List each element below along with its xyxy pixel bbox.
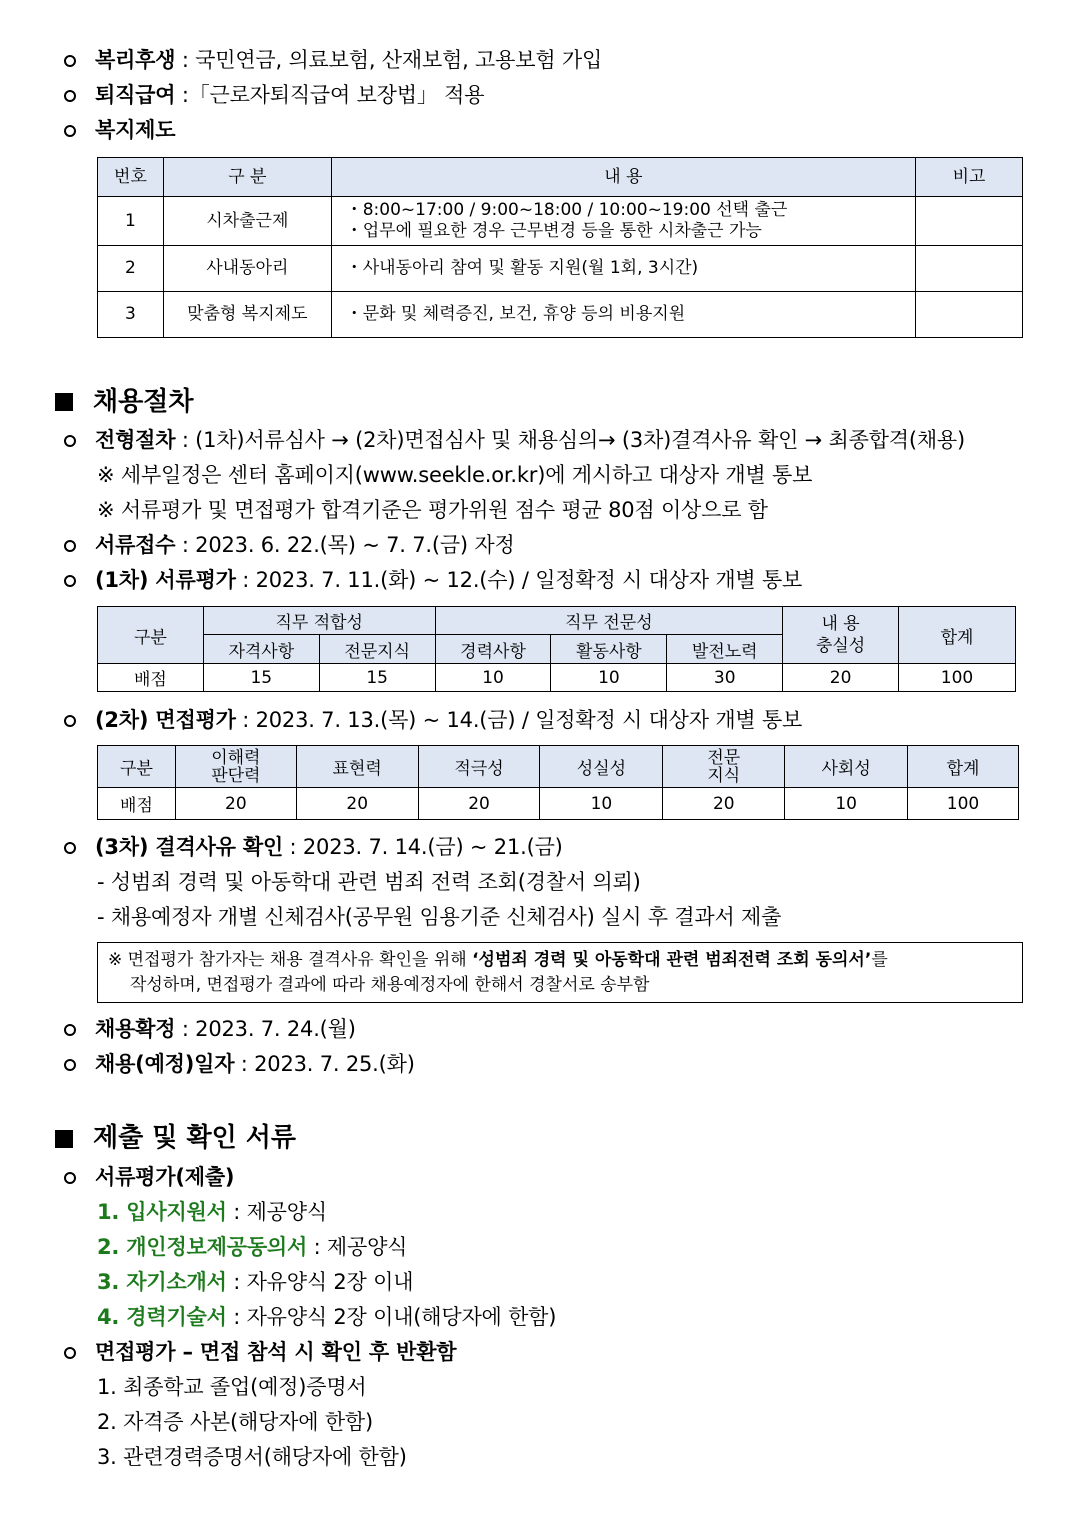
row-category: 사내동아리 [163,246,331,292]
welfare-table [97,157,1023,338]
col-header: 합계 [908,746,1019,788]
row-label: 배점 [98,664,204,692]
score-cell: 10 [435,664,551,692]
row-category: 맞춤형 복지제도 [163,292,331,338]
col-header: 직무 적합성 [203,607,435,635]
table-row [98,246,1023,292]
bullet-icon [64,90,76,102]
score-cell: 10 [540,788,663,820]
row-label: 배점 [98,788,176,820]
stage3-item: - 성범죄 경력 및 아동학대 관련 범죄 전력 조회(경찰서 의뢰) [97,870,641,894]
doc-item: 1. 입사지원서 : 제공양식 [97,1200,327,1224]
interview-doc-item: 3. 관련경력증명서(해당자에 한함) [97,1445,407,1469]
col-header: 전문 지식 [663,746,785,788]
stage1-line: (1차) 서류평가 : 2023. 7. 11.(화) ~ 12.(수) / 일정확정 시 대상자 개별 통보 [95,568,803,592]
score-cell: 20 [418,788,540,820]
doc-eval-label: 서류평가(제출) [95,1165,235,1189]
score-cell: 30 [667,664,783,692]
severance-line: 퇴직급여 :「근로자퇴직급여 보장법」 적용 [95,83,485,107]
bullet-icon [64,540,76,552]
interview-eval-table [97,745,1019,820]
doc-item: 2. 개인정보제공동의서 : 제공양식 [97,1235,408,1259]
score-cell: 15 [319,664,435,692]
score-cell: 20 [175,788,296,820]
note-line: ※ 서류평가 및 면접평가 합격기준은 평가위원 점수 평균 80점 이상으로 함 [97,498,768,522]
row-content: ・사내동아리 참여 및 활동 지원(월 1회, 3시간) [331,246,915,292]
col-header: 내 용 [331,158,915,197]
welfare-line: 복리후생 : 국민연금, 의료보험, 산재보험, 고용보험 가입 [95,48,603,72]
col-header: 이해력 판단력 [175,746,296,788]
score-cell: 10 [551,664,667,692]
col-header: 적극성 [418,746,540,788]
doc-item: 4. 경력기술서 : 자유양식 2장 이내(해당자에 한함) [97,1305,557,1329]
bullet-icon [64,1347,76,1359]
bullet-icon [64,1172,76,1184]
score-cell: 20 [783,664,899,692]
stage3-line: (3차) 결격사유 확인 : 2023. 7. 14.(금) ~ 21.(금) [95,835,563,859]
receipt-line: 서류접수 : 2023. 6. 22.(목) ~ 7. 7.(금) 자정 [95,533,515,557]
sub-header: 발전노력 [667,635,783,664]
bullet-icon [64,55,76,67]
bullet-icon [64,842,76,854]
row-note [916,197,1023,246]
col-header: 내 용 충실성 [783,607,899,664]
score-cell: 10 [785,788,908,820]
col-header: 성실성 [540,746,663,788]
col-header: 구분 [98,607,204,664]
hire-date-line: 채용(예정)일자 : 2023. 7. 25.(화) [95,1052,415,1076]
score-cell: 100 [908,788,1019,820]
stage3-item: - 채용예정자 개별 신체검사(공무원 임용기준 신체검사) 실시 후 결과서 제출 [97,905,782,929]
score-cell: 20 [296,788,418,820]
row-note [916,292,1023,338]
col-header: 구 분 [163,158,331,197]
bullet-icon [64,1024,76,1036]
table-row [98,788,1019,820]
interview-docs-label: 면접평가 – 면접 참석 시 확인 후 반환함 [95,1340,457,1364]
row-category: 시차출근제 [163,197,331,246]
col-header: 합계 [899,607,1016,664]
score-cell: 100 [899,664,1016,692]
score-cell: 20 [663,788,785,820]
sub-header: 활동사항 [551,635,667,664]
process-line: 전형절차 : (1차)서류심사 → (2차)면접심사 및 채용심의→ (3차)결격사유 확인 → 최종합격(채용) [95,428,965,452]
row-content: ・문화 및 체력증진, 보건, 휴양 등의 비용지원 [331,292,915,338]
document-eval-table [97,606,1016,692]
col-header: 번호 [98,158,164,197]
confirm-line: 채용확정 : 2023. 7. 24.(월) [95,1017,356,1041]
note-line: ※ 세부일정은 센터 홈페이지(www.seekle.or.kr)에 게시하고 대상자 개별 통보 [97,463,813,487]
table-row [98,197,1023,246]
stage2-line: (2차) 면접평가 : 2023. 7. 13.(목) ~ 14.(금) / 일정확정 시 대상자 개별 통보 [95,708,803,732]
table-row [98,664,1016,692]
col-header: 직무 전문성 [435,607,783,635]
row-content: ・8:00~17:00 / 9:00~18:00 / 10:00~19:00 선택 출근 ・업무에 필요한 경우 근무변경 등을 통한 시차출근 가능 [331,197,915,246]
col-header: 표현력 [296,746,418,788]
row-note [916,246,1023,292]
section-square-icon [55,1130,73,1148]
bullet-icon [64,1059,76,1071]
table-row [98,292,1023,338]
interview-doc-item: 1. 최종학교 졸업(예정)증명서 [97,1375,367,1399]
section-heading: 제출 및 확인 서류 [93,1123,296,1153]
section-heading: 채용절차 [93,387,194,417]
sub-header: 자격사항 [203,635,319,664]
col-header: 비고 [916,158,1023,197]
bullet-icon [64,575,76,587]
notice-box: ※ 면접평가 참가자는 채용 결격사유 확인을 위해 ‘성범죄 경력 및 아동학대 관련 범죄전력 조회 동의서’를 작성하며, 면접평가 결과에 따라 채용예정자에 한해서 경찰서로 송부함 [97,942,1023,1003]
sub-header: 전문지식 [319,635,435,664]
interview-doc-item: 2. 자격증 사본(해당자에 한함) [97,1410,373,1434]
sub-header: 경력사항 [435,635,551,664]
bullet-icon [64,125,76,137]
row-no: 3 [98,292,164,338]
welfare-system-label: 복지제도 [95,118,176,142]
col-header: 사회성 [785,746,908,788]
row-no: 1 [98,197,164,246]
section-square-icon [55,393,73,411]
col-header: 구분 [98,746,176,788]
score-cell: 15 [203,664,319,692]
bullet-icon [64,435,76,447]
row-no: 2 [98,246,164,292]
bullet-icon [64,715,76,727]
doc-item: 3. 자기소개서 : 자유양식 2장 이내 [97,1270,414,1294]
